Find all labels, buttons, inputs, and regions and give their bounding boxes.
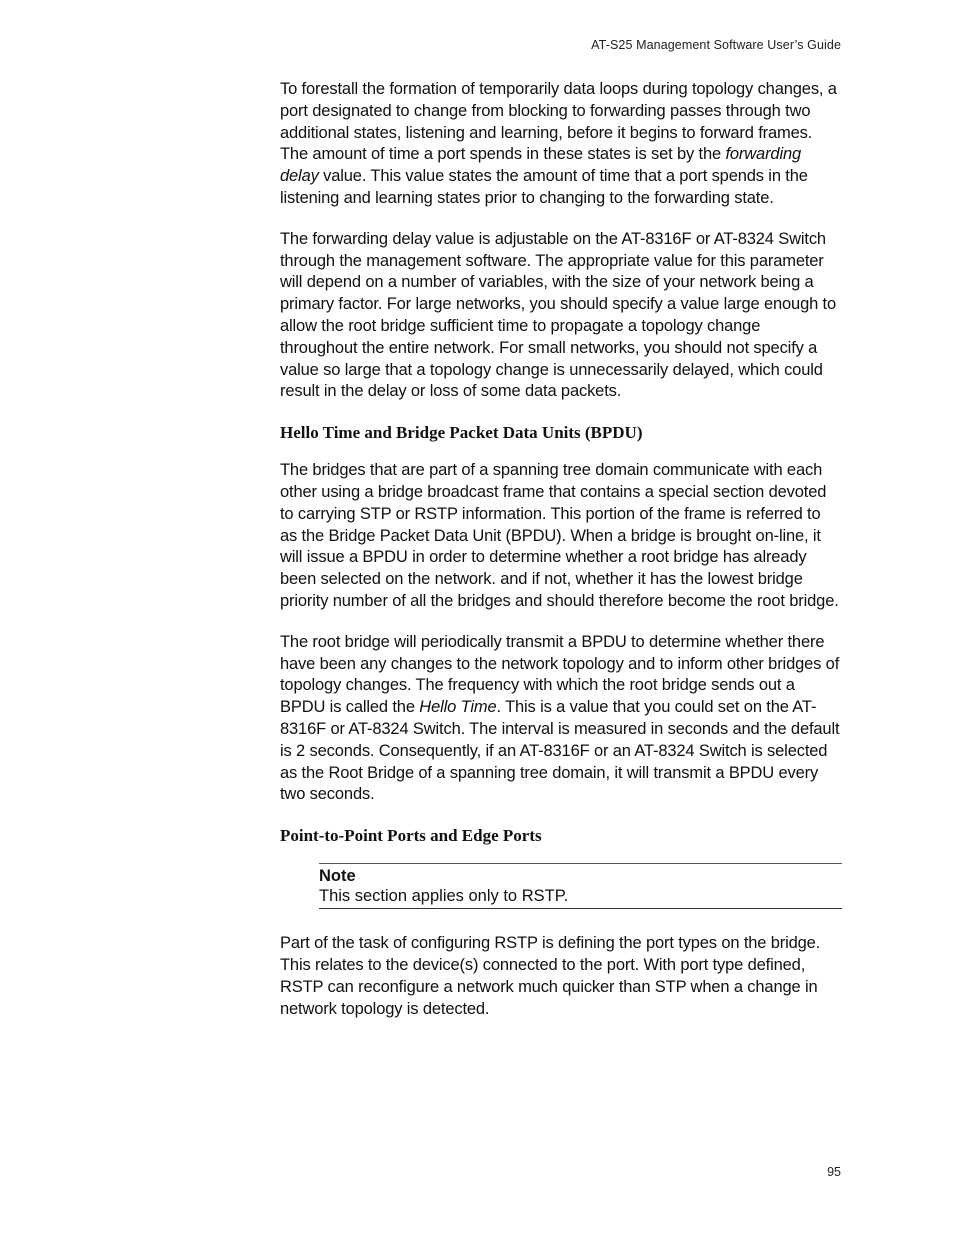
paragraph-forwarding-delay: The forwarding delay value is adjustable on the AT-8316F or AT-8324 Switch through the management software. The appropriate value for this parameter will depend on a number of variables, with the size of your network being a primary factor. For large networks, you should specify a value large enough to allow the root bridge sufficient time to propagate a topology change throughout the entire network. For small networks, you should not specify a value so large that a topology change is unnecessarily delayed, which could result in the delay or loss of some data packets. [280,229,837,401]
note-title: Note [319,867,356,886]
section-heading-point-to-point: Point-to-Point Ports and Edge Ports [280,826,542,846]
paragraph-forwarding-states [280,79,842,210]
paragraph-text: . This is a value that you could set on the AT-8316F or AT-8324 Switch. The interval is measured in seconds and the default is 2 seconds. Consequently, if an AT-8316F or an AT-8324 Switch is selected as the Root Bridge of a spanning tree domain, it will transmit a BPDU every two seconds. [280,698,840,804]
running-header: AT-S25 Management Software User’s Guide [591,38,841,52]
paragraph-text: To forestall the formation of temporarily data loops during topology changes, a port designated to change from blocking to forwarding passes through two additional states, listening and learning, before it begins to forward frames. The amount of time a port spends in these states is set by the [280,80,837,164]
note-text: This section applies only to RSTP. [319,887,569,906]
paragraph-hello-time [280,632,842,806]
paragraph-text: value. This value states the amount of time that a port spends in the listening and learning states prior to changing to the forwarding state. [280,167,808,207]
section-heading-hello-time: Hello Time and Bridge Packet Data Units (BPDU) [280,423,643,443]
page-body [280,79,842,1039]
note-box [319,863,842,909]
page-number: 95 [827,1165,841,1179]
emphasis-forwarding-delay: forwarding delay [280,145,802,186]
paragraph-bpdu: The bridges that are part of a spanning tree domain communicate with each other using a bridge broadcast frame that contains a special section devoted to carrying STP or RSTP information. This portion of the frame is referred to as the Bridge Packet Data Unit (BPDU). When a bridge is brought on-line, it will issue a BPDU in order to determine whether a root bridge has already been selected on the network. and if not, whether it has the lowest bridge priority number of all the bridges and should therefore become the root bridge. [280,461,839,610]
paragraph-text: The root bridge will periodically transmit a BPDU to determine whether there have been any changes to the network topology and to inform other bridges of topology changes. The frequency with which the root bridge sends out a BPDU is called the [280,632,840,717]
emphasis-hello-time: Hello Time [419,698,497,717]
paragraph-port-types: Part of the task of configuring RSTP is defining the port types on the bridge. This relates to the device(s) connected to the port. With port type defined, RSTP can reconfigure a network much quicker than STP when a change in network topology is detected. [280,934,821,1018]
